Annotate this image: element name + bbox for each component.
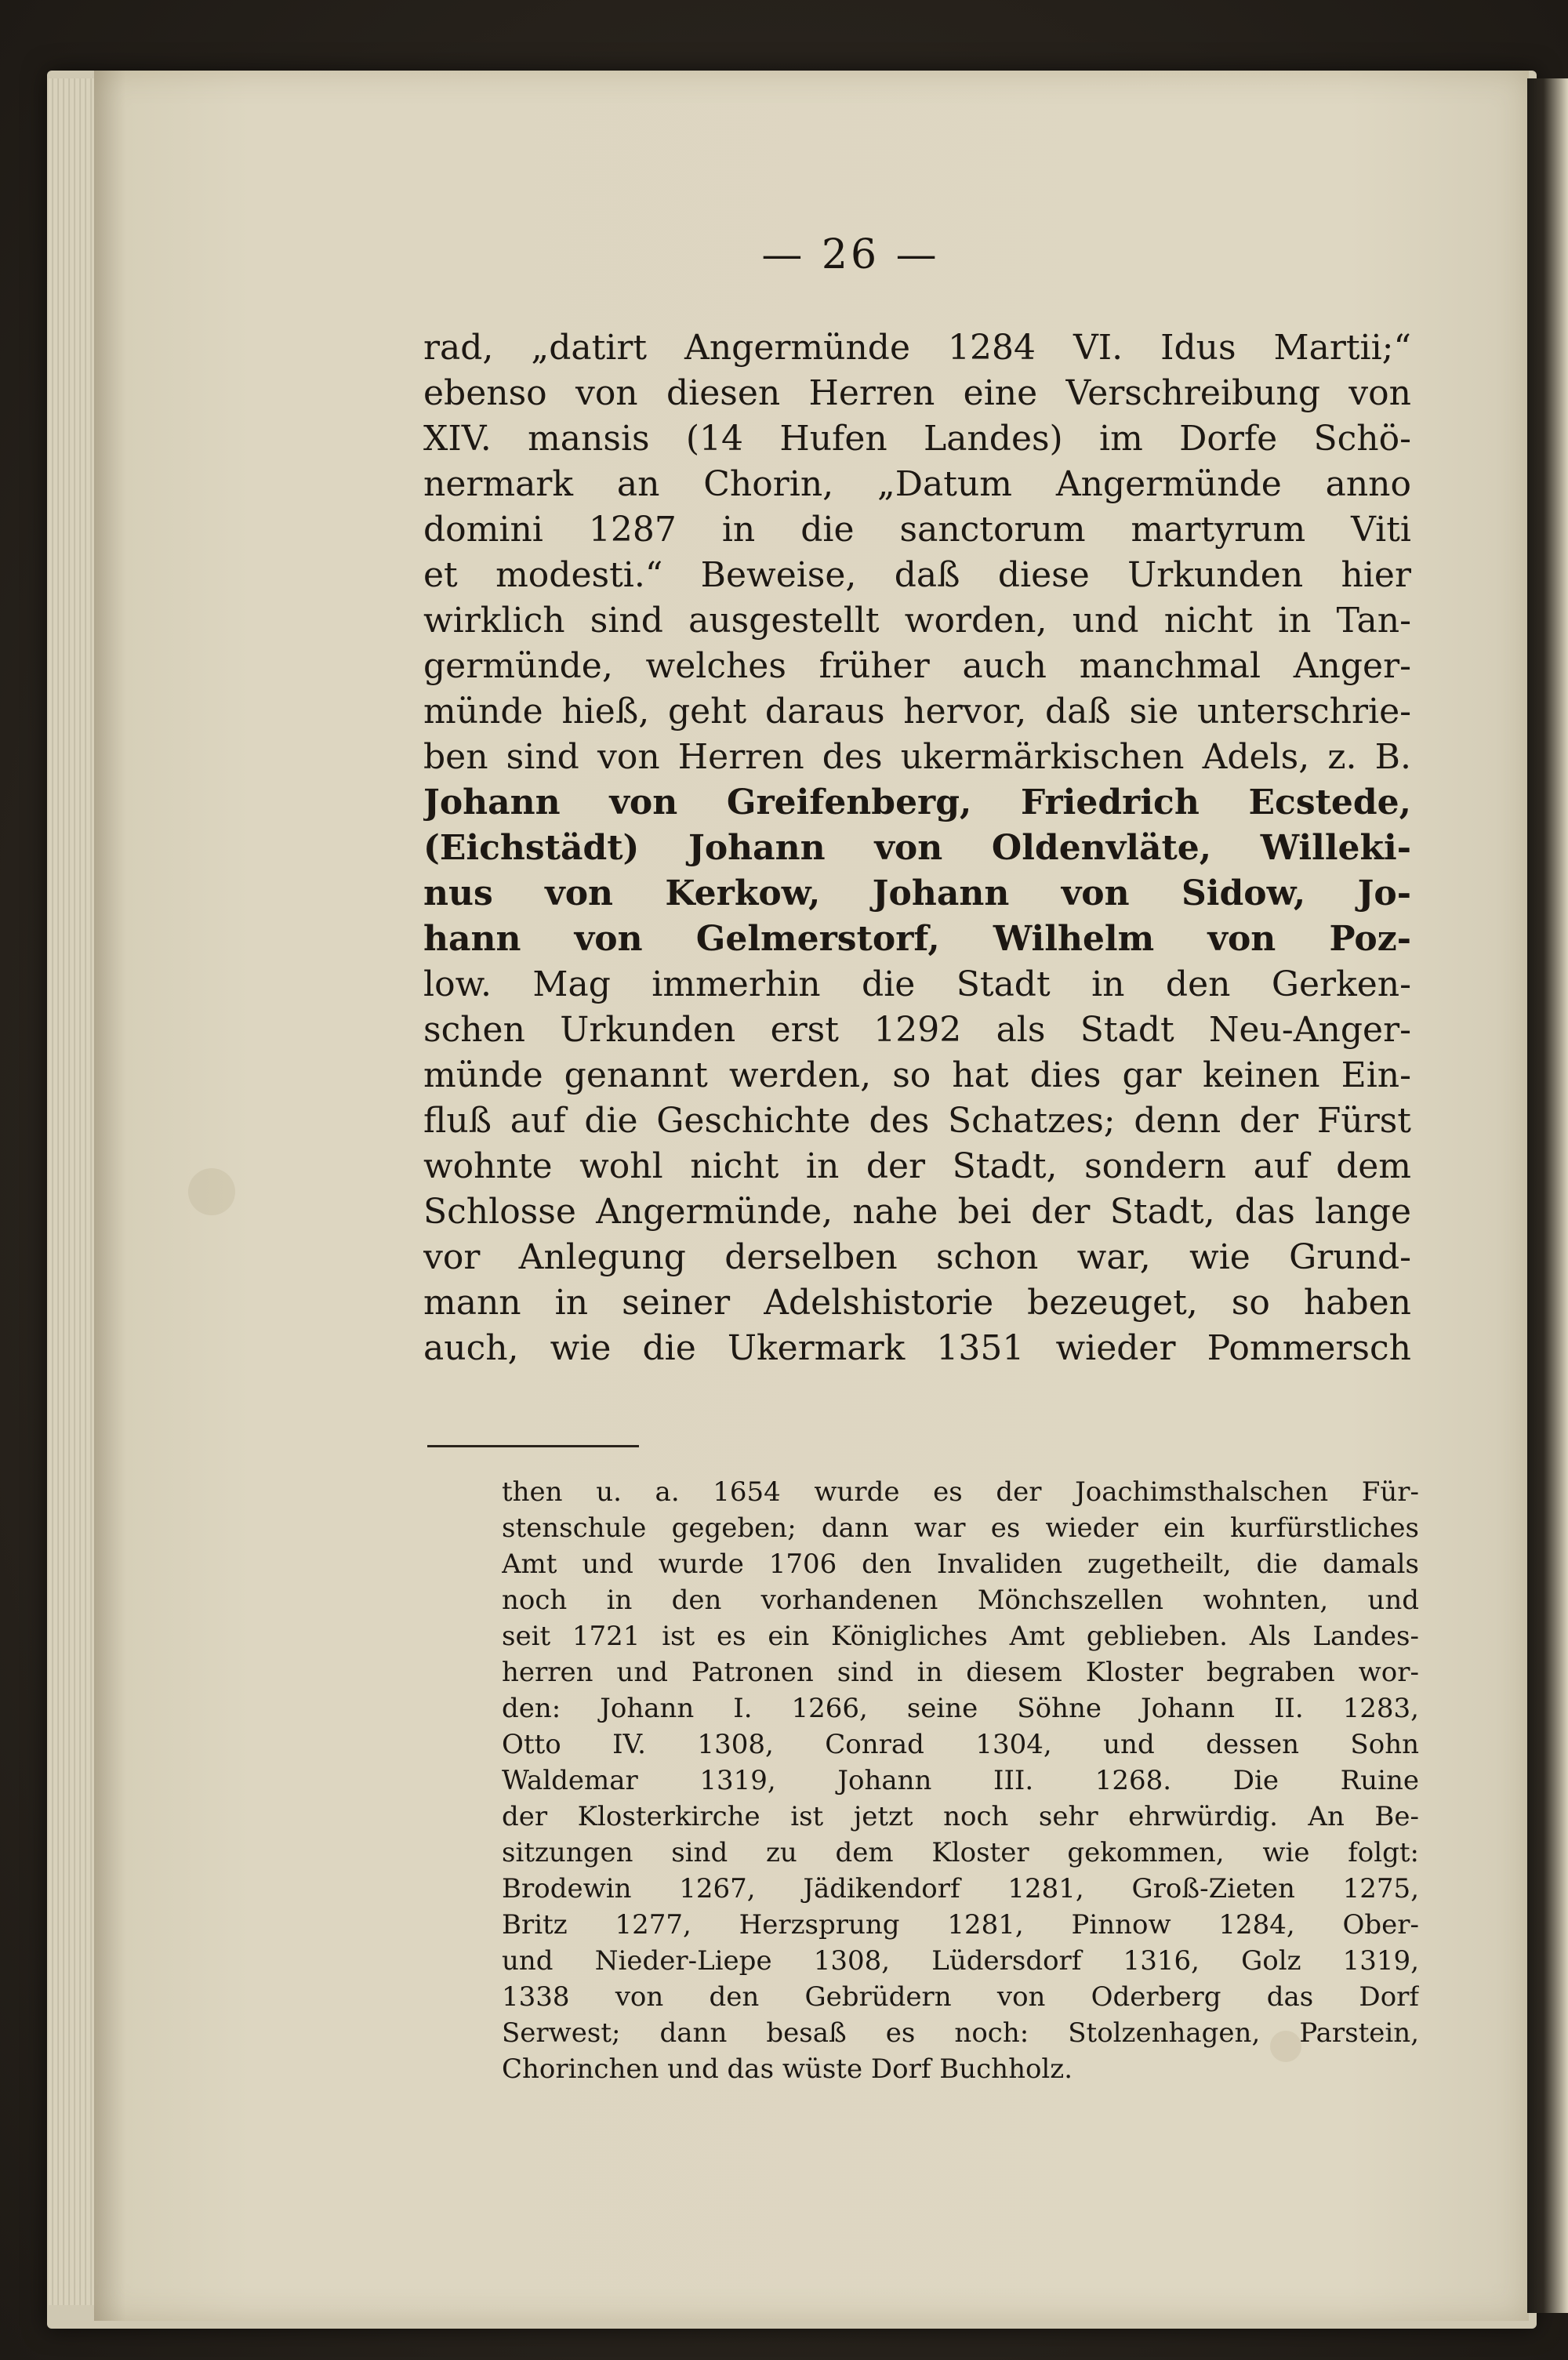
- footnote-line: stenschule gegeben; dann war es wieder ein kurfürstliches: [502, 1512, 1419, 1544]
- main-text-line: nus von Kerkow, Johann von Sidow, Jo-: [423, 873, 1411, 913]
- footnote-line: Chorinchen und das wüste Dorf Buchholz.: [502, 2053, 1073, 2085]
- facing-page-edge: [1527, 78, 1568, 2313]
- main-text-line: vor Anlegung derselben schon war, wie Grund-: [423, 1237, 1411, 1277]
- footnote-line: Otto IV. 1308, Conrad 1304, und dessen Sohn: [502, 1729, 1419, 1760]
- main-text-line: ebenso von diesen Herren eine Verschreibung von: [423, 373, 1411, 413]
- main-text-line: et modesti.“ Beweise, daß diese Urkunden hier: [423, 555, 1411, 595]
- paper-stain: [188, 1168, 235, 1215]
- main-text-line: domini 1287 in die sanctorum martyrum Viti: [423, 510, 1411, 550]
- footnote-line: Serwest; dann besaß es noch: Stolzenhagen, Parstein,: [502, 2017, 1419, 2049]
- main-text-line: münde genannt werden, so hat dies gar keinen Ein-: [423, 1055, 1411, 1095]
- footnote-line: der Klosterkirche ist jetzt noch sehr ehrwürdig. An Be-: [502, 1801, 1419, 1832]
- main-text-line: schen Urkunden erst 1292 als Stadt Neu-Anger-: [423, 1010, 1411, 1050]
- page-number: — 26 —: [761, 231, 940, 278]
- main-text-line: (Eichstädt) Johann von Oldenvläte, Willeki-: [423, 828, 1411, 868]
- footnote-block: [502, 1474, 1419, 2087]
- main-text-line: hann von Gelmerstorf, Wilhelm von Poz-: [423, 919, 1411, 959]
- main-text-line: low. Mag immerhin die Stadt in den Gerken-: [423, 964, 1411, 1004]
- footnote-line: Brodewin 1267, Jädikendorf 1281, Groß-Zieten 1275,: [502, 1873, 1419, 1904]
- main-text-line: ben sind von Herren des ukermärkischen Adels, z. B.: [423, 737, 1411, 777]
- main-text-line: germünde, welches früher auch manchmal Anger-: [423, 646, 1411, 686]
- main-text-line: Johann von Greifenberg, Friedrich Ecstede,: [423, 782, 1411, 822]
- main-text-line: rad, „datirt Angermünde 1284 VI. Idus Martii;“: [423, 328, 1411, 368]
- footnote-line: herren und Patronen sind in diesem Kloster begraben wor-: [502, 1657, 1419, 1688]
- main-text-line: auch, wie die Ukermark 1351 wieder Pommersch: [423, 1328, 1411, 1368]
- footnote-line: und Nieder-Liepe 1308, Lüdersdorf 1316, Golz 1319,: [502, 1945, 1419, 1977]
- main-text-line: Schlosse Angermünde, nahe bei der Stadt, das lange: [423, 1192, 1411, 1232]
- main-text-line: münde hieß, geht daraus hervor, daß sie unterschrie-: [423, 692, 1411, 732]
- main-text-line: nermark an Chorin, „Datum Angermünde anno: [423, 464, 1411, 504]
- footnote-line: Britz 1277, Herzsprung 1281, Pinnow 1284, Ober-: [502, 1909, 1419, 1941]
- main-text-line: wohnte wohl nicht in der Stadt, sondern auf dem: [423, 1146, 1411, 1186]
- footnote-line: den: Johann I. 1266, seine Söhne Johann II. 1283,: [502, 1693, 1419, 1724]
- footnote-rule: [427, 1445, 639, 1447]
- footnote-line: Amt und wurde 1706 den Invaliden zugetheilt, die damals: [502, 1549, 1419, 1580]
- footnote-line: sitzungen sind zu dem Kloster gekommen, wie folgt:: [502, 1837, 1419, 1868]
- main-text-line: wirklich sind ausgestellt worden, und nicht in Tan-: [423, 601, 1411, 641]
- main-text-block: [423, 325, 1411, 1371]
- main-text-line: fluß auf die Geschichte des Schatzes; denn der Fürst: [423, 1101, 1411, 1141]
- main-text-line: mann in seiner Adelshistorie bezeuget, so haben: [423, 1283, 1411, 1323]
- footnote-line: Waldemar 1319, Johann III. 1268. Die Ruine: [502, 1765, 1419, 1796]
- main-text-line: XIV. mansis (14 Hufen Landes) im Dorfe Schö-: [423, 419, 1411, 459]
- footnote-line: then u. a. 1654 wurde es der Joachimsthalschen Für-: [502, 1476, 1419, 1508]
- footnote-line: seit 1721 ist es ein Königliches Amt geblieben. Als Landes-: [502, 1621, 1419, 1652]
- footnote-line: noch in den vorhandenen Mönchszellen wohnten, und: [502, 1585, 1419, 1616]
- footnote-line: 1338 von den Gebrüdern von Oderberg das Dorf: [502, 1981, 1419, 2013]
